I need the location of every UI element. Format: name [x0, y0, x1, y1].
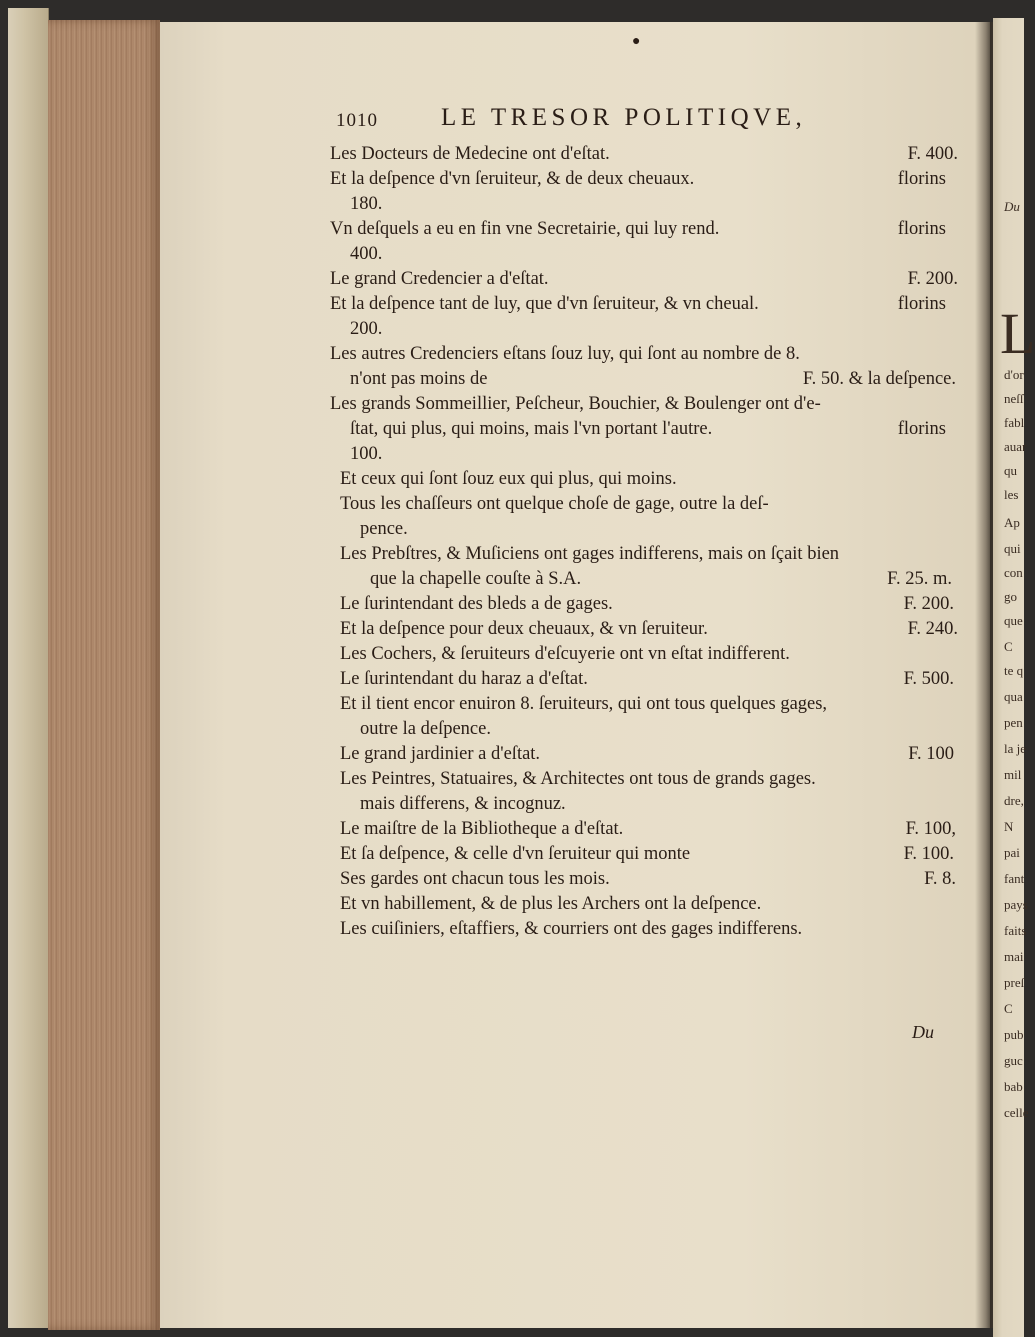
next-page-fragment: pays	[1004, 897, 1028, 912]
amount: F. 25. m.	[887, 569, 952, 589]
text-line: ſtat, qui plus, qui moins, mais l'vn portant l'autre.	[350, 419, 713, 439]
next-page-fragment: Du	[1004, 199, 1020, 214]
text-line: Le ſurintendant des bleds a de gages.	[340, 594, 613, 614]
next-page-fragment: qui	[1004, 541, 1021, 556]
page-number: 1010	[336, 110, 378, 131]
text-line: Et ſa deſpence, & celle d'vn ſeruiteur qui monte	[340, 844, 691, 864]
amount: F. 500.	[903, 669, 954, 689]
amount: F. 100.	[903, 844, 954, 864]
text-line: Les Docteurs de Medecine ont d'eſtat.	[330, 144, 610, 164]
text-line: outre la deſpence.	[360, 719, 491, 739]
next-page-fragment: auar	[1004, 439, 1027, 454]
next-page-fragment: fabl	[1004, 415, 1025, 430]
text-line: Et la deſpence d'vn ſeruiteur, & de deux cheuaux.	[330, 169, 695, 189]
next-page-fragment: la je	[1004, 741, 1027, 756]
text-line: Les Peintres, Statuaires, & Architectes ont tous de grands gages.	[340, 769, 816, 789]
amount: florins	[897, 294, 946, 314]
next-page-fragment: faits	[1004, 923, 1027, 938]
next-page-fragment: con	[1004, 565, 1023, 580]
running-head: LE TRESOR POLITIQVE,	[441, 104, 807, 131]
next-page-fragment: guc	[1004, 1053, 1023, 1068]
top-mark: ●	[632, 34, 641, 49]
amount: F. 200.	[907, 269, 958, 289]
text-line: pence.	[360, 519, 408, 539]
next-page-fragment: N	[1004, 819, 1014, 834]
text-line: 400.	[350, 244, 383, 264]
next-page-fragment: C	[1004, 639, 1013, 654]
text-line: Le ſurintendant du haraz a d'eſtat.	[340, 669, 588, 689]
text-line: Et la deſpence tant de luy, que d'vn ſeruiteur, & vn cheual.	[330, 294, 759, 314]
amount: F. 50. & la deſpence.	[802, 369, 956, 389]
next-page-fragment: go	[1004, 589, 1017, 604]
text-line: Les grands Sommeillier, Peſcheur, Bouchier, & Boulenger ont d'e-	[330, 394, 821, 414]
next-page-fragment: pai	[1004, 845, 1020, 860]
next-page-fragment: celle	[1004, 1105, 1029, 1120]
text-line: Et la deſpence pour deux cheuaux, & vn ſeruiteur.	[340, 619, 708, 639]
book-cover-edge	[8, 8, 49, 1328]
next-page-fragment: dre,	[1004, 793, 1024, 808]
text-line: Le grand jardinier a d'eſtat.	[340, 744, 541, 764]
text-line: n'ont pas moins de	[350, 369, 488, 389]
amount: F. 8.	[924, 869, 956, 889]
amount: florins	[897, 169, 946, 189]
next-page-fragment: pub	[1004, 1027, 1024, 1042]
text-line: Les autres Credenciers eſtans ſouz luy, qui ſont au nombre de 8.	[330, 344, 800, 364]
text-line: 180.	[350, 194, 383, 214]
amount: F. 100	[908, 744, 954, 764]
next-page-fragment: bab	[1004, 1079, 1023, 1094]
next-page-fragment: te q	[1004, 663, 1024, 678]
amount: F. 100,	[905, 819, 956, 839]
text-line: Vn deſquels a eu en fin vne Secretairie, qui luy rend.	[330, 219, 720, 239]
amount: florins	[897, 219, 946, 239]
next-page-fragment: C	[1004, 1001, 1013, 1016]
next-page-fragment: preſ	[1004, 975, 1025, 990]
next-page-fragment: les	[1004, 487, 1019, 502]
text-line: 100.	[350, 444, 383, 464]
amount: F. 200.	[903, 594, 954, 614]
next-page-fragment: L	[1000, 301, 1035, 366]
next-page-fragment: neſſ	[1004, 391, 1024, 406]
next-page-fragment: Ap	[1004, 515, 1020, 530]
text-line: Tous les chaſſeurs ont quelque choſe de gage, outre la deſ-	[340, 494, 769, 514]
text-line: Le grand Credencier a d'eſtat.	[330, 269, 549, 289]
next-page-fragment: que	[1004, 613, 1023, 628]
text-line: Les Cochers, & ſeruiteurs d'eſcuyerie ont vn eſtat indifferent.	[340, 644, 790, 664]
text-line: mais differens, & incognuz.	[360, 794, 566, 814]
next-page-fragment: mil	[1004, 767, 1022, 782]
next-page-fragment: pen	[1004, 715, 1023, 730]
text-line: Ses gardes ont chacun tous les mois.	[340, 869, 610, 889]
next-page-fragment: mai	[1004, 949, 1024, 964]
text-line: Et il tient encor enuiron 8. ſeruiteurs, qui ont tous quelques gages,	[340, 694, 828, 714]
text-line: 200.	[350, 319, 383, 339]
text-line: Et vn habillement, & de plus les Archers ont la deſpence.	[340, 894, 762, 914]
catchword: Du	[912, 1022, 934, 1042]
next-page-fragment: qua	[1004, 689, 1023, 704]
text-line: Le maiſtre de la Bibliotheque a d'eſtat.	[340, 819, 624, 839]
next-page-fragment: fant	[1004, 871, 1025, 886]
amount: F. 240.	[907, 619, 958, 639]
text-line: Les cuiſiniers, eſtaffiers, & courriers ont des gages indifferens.	[340, 919, 803, 939]
text-line: Les Prebſtres, & Muſiciens ont gages indifferens, mais on ſçait bien	[340, 544, 840, 564]
amount: florins	[897, 419, 946, 439]
next-page-fragment: qu	[1004, 463, 1017, 478]
page-fore-edge	[48, 20, 160, 1330]
text-line: que la chapelle couſte à S.A.	[370, 569, 582, 589]
gutter-shadow	[975, 22, 993, 1328]
next-page-fragment: d'or	[1004, 367, 1024, 382]
amount: F. 400.	[907, 144, 958, 164]
text-line: Et ceux qui ſont ſouz eux qui plus, qui moins.	[340, 469, 677, 489]
